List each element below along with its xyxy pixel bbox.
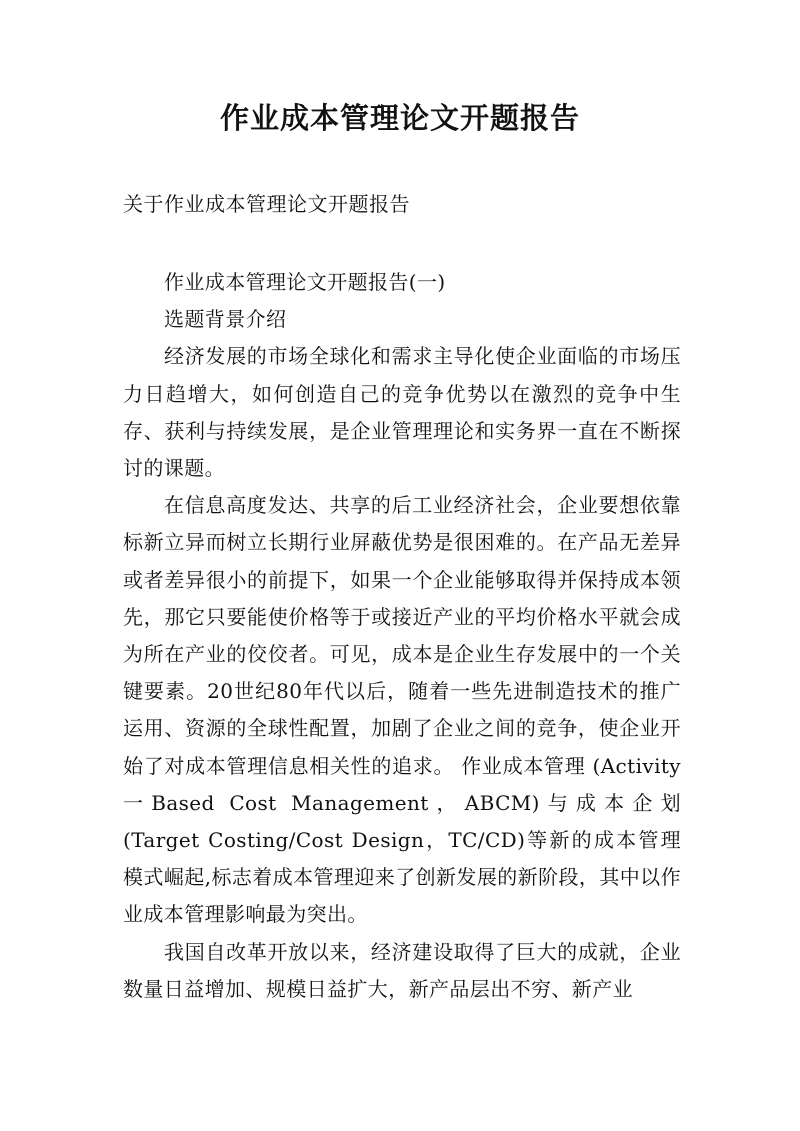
topic-heading: 选题背景介绍 <box>164 307 287 332</box>
document-subtitle: 关于作业成本管理论文开题报告 <box>123 192 410 216</box>
document-body <box>123 264 681 1008</box>
body-paragraph: 在信息高度发达、共享的后工业经济社会，企业要想依靠标新立异而树立长期行业屏蔽优势是很困难的。在产品无差异或者差异很小的前提下，如果一个企业能够取得并保持成本领先，那它只要能使价格等于或接近产业的平均价格水平就会成为所在产业的佼佼者。可见，成本是企业生存发展中的一个关键要素。20世纪80年代以后，随着一些先进制造技术的推广运用、资源的全球性配置，加剧了企业之间的竞争，使企业开始了对成本管理信息相关性的追求。 作业成本管理 (Activity一Based Cost Management，ABCM)与成本企划 (Target Costing/Cost Design，TC/CD)等新的成本管理模式崛起,标志着成本管理迎来了创新发展的新阶段，其中以作业成本管理影响最为突出。 <box>123 493 681 927</box>
section-heading: 作业成本管理论文开题报告(一) <box>164 270 446 294</box>
document-title: 作业成本管理论文开题报告 <box>219 101 580 135</box>
body-paragraph: 经济发展的市场全球化和需求主导化使企业面临的市场压力日趋增大，如何创造自己的竞争优势以在激烈的竞争中生存、获利与持续发展，是企业管理理论和实务界一直在不断探讨的课题。 <box>123 344 681 481</box>
body-paragraph: 我国自改革开放以来，经济建设取得了巨大的成就，企业数量日益增加、规模日益扩大，新产品层出不穷、新产业 <box>123 939 681 1001</box>
